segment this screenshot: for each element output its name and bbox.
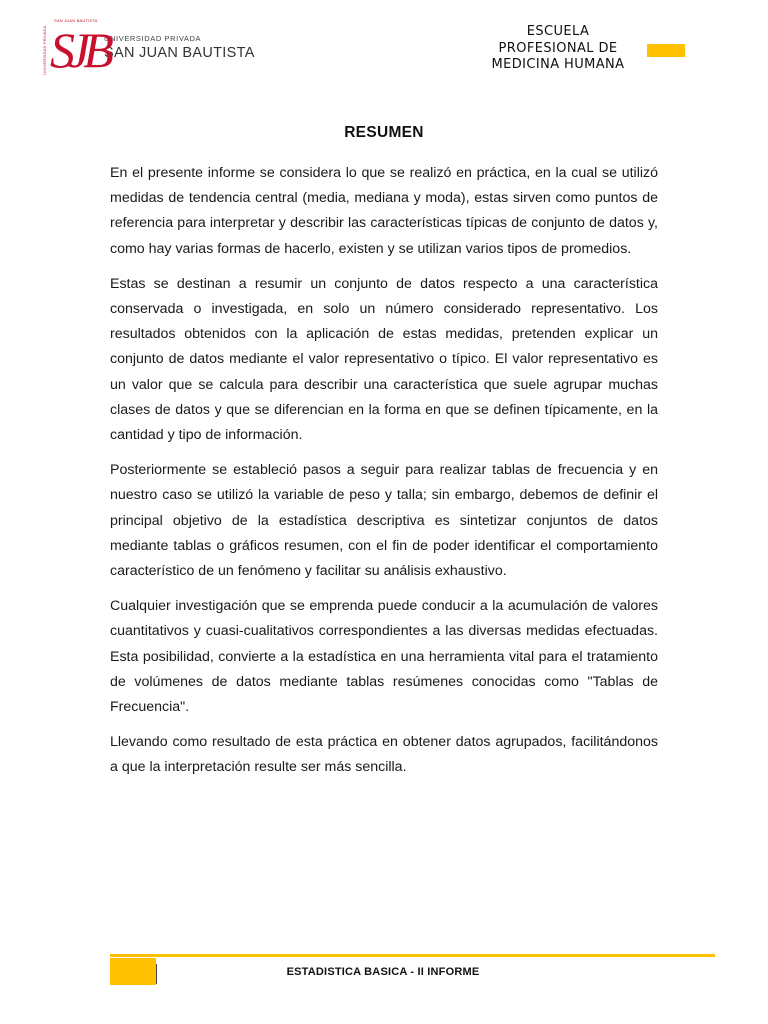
logo-big-text: SAN JUAN BAUTISTA	[104, 45, 255, 61]
logo-vertical-text: UNIVERSIDAD PRIVADA	[42, 25, 47, 75]
logo-small-text: UNIVERSIDAD PRIVADA	[104, 34, 202, 43]
logo-top-text: SAN JUAN BAUTISTA	[54, 18, 98, 23]
footer-divider	[110, 954, 715, 957]
footer-accent-block	[110, 958, 156, 985]
document-body	[110, 161, 658, 791]
header-accent-block	[647, 44, 685, 57]
logo-monogram: SJB	[50, 22, 107, 78]
paragraph-1: En el presente informe se considera lo que se realizó en práctica, en la cual se utilizó medidas de tendencia central (media, mediana y moda), estas sirven como puntos de referencia para interpretar y describir las características típicas de conjunto de datos y, como hay varias formas de hacerlo, existen y se utilizan varios tipos de promedios.	[110, 165, 658, 257]
paragraph-5: Llevando como resultado de esta práctica en obtener datos agrupados, facilitándonos a que la interpretación resulte ser más sencilla.	[110, 734, 658, 776]
paragraph-3: Posteriormente se estableció pasos a seguir para realizar tablas de frecuencia y en nuestro caso se utilizó la variable de peso y talla; sin embargo, debemos de definir el principal objetivo de la estadística descriptiva es sintetizar conjuntos de datos mediante tablas o gráficos resumen, con el fin de poder identificar el comportamiento característico de un fenómeno y facilitar su análisis exhaustivo.	[110, 462, 658, 580]
footer-tick-mark	[156, 964, 157, 984]
paragraph-2: Estas se destinan a resumir un conjunto de datos respecto a una característica conservada o investigada, en solo un número considerado representativo. Los resultados obtenidos con la aplicación de estas medidas, pretenden explicar un conjunto de datos mediante el valor representativo o típico. El valor representativo es un valor que se calcula para describir una característica que suele agrupar muchas clases de datos y que se diferencian en la forma en que se definen típicamente, en la cantidad y tipo de información.	[110, 275, 658, 444]
page-title: RESUMEN	[344, 124, 424, 141]
school-name	[478, 24, 638, 74]
paragraph-4: Cualquier investigación que se emprenda puede conducir a la acumulación de valores cuantitativos y cuasi-cualitativos correspondientes a las diversas medidas efectuadas. Esta posibilidad, convierte a la estadística en una herramienta vital para el tratamiento de volúmenes de datos mediante tablas resúmenes conocidas como "Tablas de Frecuencia".	[110, 598, 658, 716]
university-logo	[42, 18, 255, 78]
logo-emblem	[42, 18, 107, 78]
school-name-line-3: MEDICINA HUMANA	[491, 57, 625, 72]
school-name-line-2: PROFESIONAL DE	[498, 40, 618, 56]
logo-wordmark	[104, 34, 255, 62]
school-name-line-1: ESCUELA	[526, 24, 590, 39]
footer-title: ESTADISTICA BASICA - II INFORME	[286, 966, 480, 978]
